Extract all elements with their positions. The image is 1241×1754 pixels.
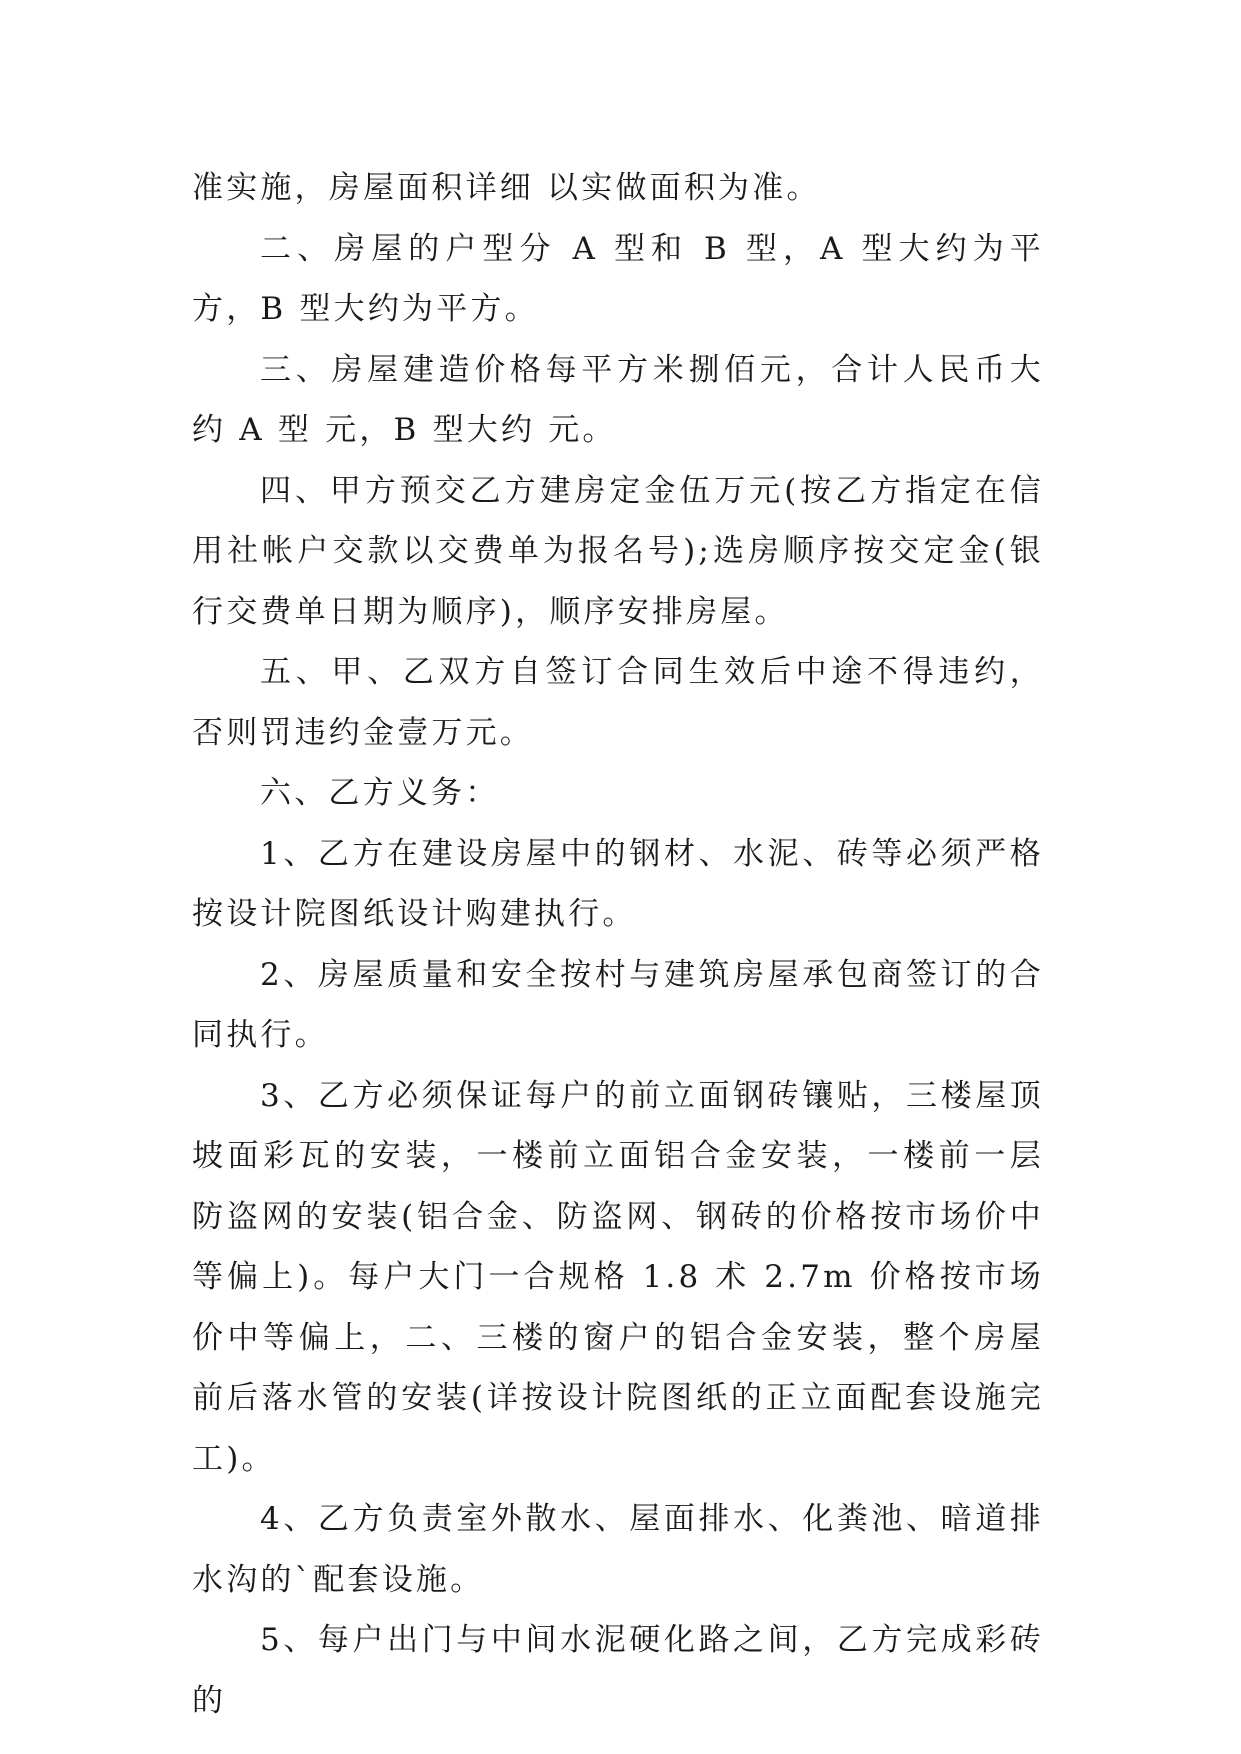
paragraph-obligation-3: 3、乙方必须保证每户的前立面钢砖镶贴，三楼屋顶坡面彩瓦的安装，一楼前立面铝合金安装，一楼前一层防盗网的安装(铝合金、防盗网、钢砖的价格按市场价中等偏上)。每户大门一合规格 1.8 术 2.7m 价格按市场价中等偏上，二、三楼的窗户的铝合金安装，整个房屋前后落水管的安装(详按设计院图纸的正立面配套设施完工)。 — [192, 1077, 1044, 1477]
document-body — [192, 158, 1044, 1731]
paragraph-obligation-5: 5、每户出门与中间水泥硬化路之间，乙方完成彩砖的 — [192, 1622, 1044, 1719]
paragraph-clause-5: 五、甲、乙双方自签订合同生效后中途不得违约，否则罚违约金壹万元。 — [192, 654, 1044, 751]
paragraph-obligation-4: 4、乙方负责室外散水、屋面排水、化粪池、暗道排水沟的`配套设施。 — [192, 1501, 1044, 1598]
paragraph-obligation-2: 2、房屋质量和安全按村与建筑房屋承包商签订的合同执行。 — [192, 956, 1044, 1053]
paragraph-clause-3: 三、房屋建造价格每平方米捌佰元，合计人民币大约 A 型 元，B 型大约 元。 — [192, 351, 1044, 448]
paragraph-clause-6-heading: 六、乙方义务： — [260, 775, 500, 811]
paragraph-clause-2: 二、房屋的户型分 A 型和 B 型，A 型大约为平方，B 型大约为平方。 — [192, 230, 1044, 327]
paragraph-clause-4: 四、甲方预交乙方建房定金伍万元(按乙方指定在信用社帐户交款以交费单为报名号);选房顺序按交定金(银行交费单日期为顺序)，顺序安排房屋。 — [192, 472, 1044, 630]
paragraph-continuation: 准实施，房屋面积详细 以实做面积为准。 — [192, 170, 821, 206]
paragraph-obligation-1: 1、乙方在建设房屋中的钢材、水泥、砖等必须严格按设计院图纸设计购建执行。 — [192, 835, 1044, 932]
